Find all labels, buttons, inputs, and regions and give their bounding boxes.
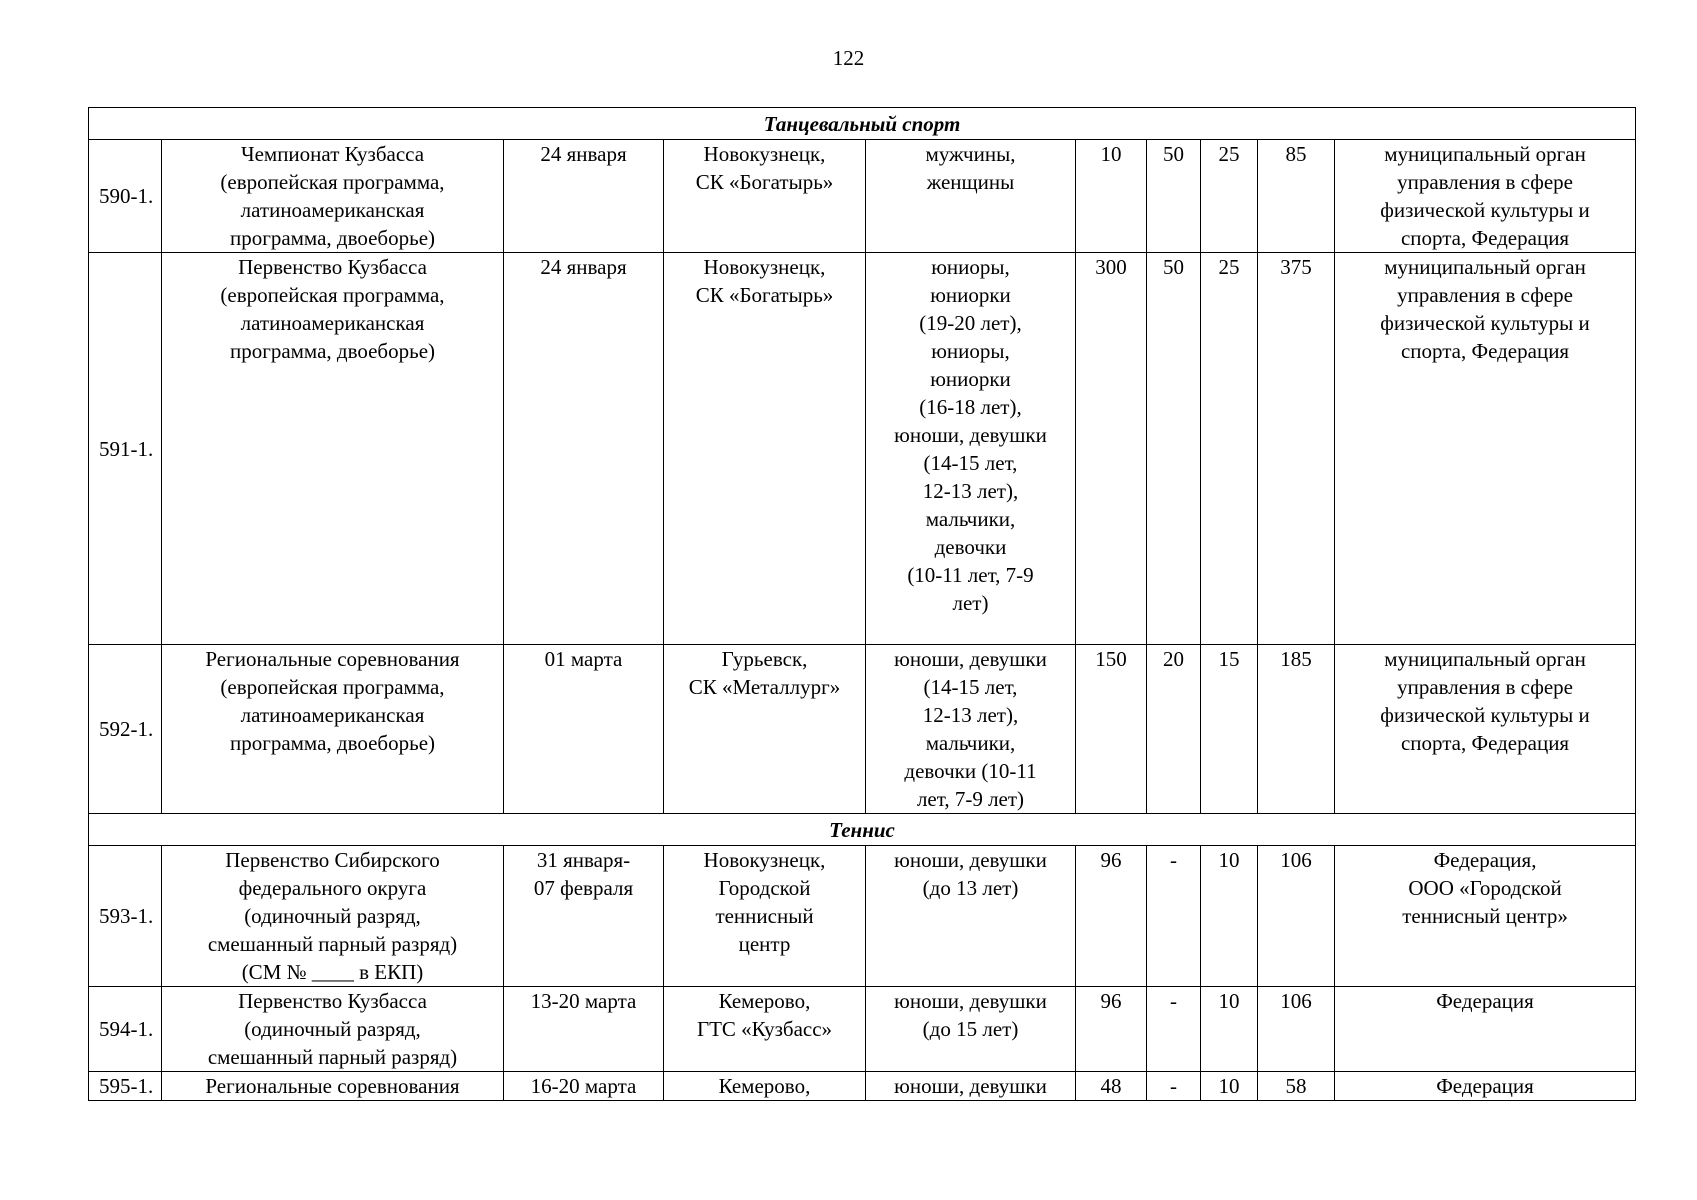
table-row bbox=[89, 140, 1636, 253]
table-row bbox=[89, 846, 1636, 987]
participant-count-1: 150 bbox=[1076, 645, 1147, 814]
participant-count-3: 15 bbox=[1201, 645, 1258, 814]
participant-count-2: - bbox=[1147, 1072, 1201, 1101]
event-number: 591-1. bbox=[89, 253, 162, 645]
participant-total: 85 bbox=[1258, 140, 1335, 253]
participant-total: 106 bbox=[1258, 987, 1335, 1072]
participant-count-3: 25 bbox=[1201, 140, 1258, 253]
participant-count-3: 25 bbox=[1201, 253, 1258, 645]
event-date: 13-20 марта bbox=[504, 987, 664, 1072]
table-row bbox=[89, 253, 1636, 645]
participant-count-3: 10 bbox=[1201, 987, 1258, 1072]
event-participants: юноши, девушки bbox=[866, 1072, 1076, 1101]
event-date: 01 марта bbox=[504, 645, 664, 814]
event-name: Региональные соревнования (европейская программа, латиноамериканская программа, двоеборье) bbox=[162, 645, 504, 814]
event-organizer: муниципальный орган управления в сфере физической культуры и спорта, Федерация bbox=[1335, 253, 1636, 645]
event-date: 24 января bbox=[504, 140, 664, 253]
section-header-row bbox=[89, 814, 1636, 846]
event-organizer: Федерация bbox=[1335, 987, 1636, 1072]
event-place: Новокузнецк, Городской теннисный центр bbox=[664, 846, 866, 987]
event-name: Первенство Сибирского федерального округа (одиночный разряд, смешанный парный разряд) (СМ № ____ в ЕКП) bbox=[162, 846, 504, 987]
event-participants: мужчины, женщины bbox=[866, 140, 1076, 253]
participant-count-1: 96 bbox=[1076, 987, 1147, 1072]
participant-count-1: 96 bbox=[1076, 846, 1147, 987]
section-title: Теннис bbox=[89, 814, 1636, 846]
event-organizer: муниципальный орган управления в сфере физической культуры и спорта, Федерация bbox=[1335, 140, 1636, 253]
participant-count-3: 10 bbox=[1201, 846, 1258, 987]
participant-count-2: 20 bbox=[1147, 645, 1201, 814]
event-name: Чемпионат Кузбасса (европейская программа, латиноамериканская программа, двоеборье) bbox=[162, 140, 504, 253]
participant-count-3: 10 bbox=[1201, 1072, 1258, 1101]
participant-total: 58 bbox=[1258, 1072, 1335, 1101]
event-date: 16-20 марта bbox=[504, 1072, 664, 1101]
event-name: Региональные соревнования bbox=[162, 1072, 504, 1101]
event-number: 593-1. bbox=[89, 846, 162, 987]
participant-total: 375 bbox=[1258, 253, 1335, 645]
event-participants: юниоры, юниорки (19-20 лет), юниоры, юниорки (16-18 лет), юноши, девушки (14-15 лет, 12-13 лет), мальчики, девочки (10-11 лет, 7-9 лет) bbox=[866, 253, 1076, 645]
participant-count-2: 50 bbox=[1147, 140, 1201, 253]
event-place: Новокузнецк, СК «Богатырь» bbox=[664, 253, 866, 645]
participant-total: 185 bbox=[1258, 645, 1335, 814]
participant-count-1: 48 bbox=[1076, 1072, 1147, 1101]
table-row bbox=[89, 645, 1636, 814]
event-place: Новокузнецк, СК «Богатырь» bbox=[664, 140, 866, 253]
page-number: 122 bbox=[832, 46, 865, 70]
event-place: Кемерово, bbox=[664, 1072, 866, 1101]
event-name: Первенство Кузбасса (европейская программа, латиноамериканская программа, двоеборье) bbox=[162, 253, 504, 645]
event-participants: юноши, девушки (14-15 лет, 12-13 лет), мальчики, девочки (10-11 лет, 7-9 лет) bbox=[866, 645, 1076, 814]
event-place: Кемерово, ГТС «Кузбасс» bbox=[664, 987, 866, 1072]
participant-count-2: - bbox=[1147, 846, 1201, 987]
event-number: 594-1. bbox=[89, 987, 162, 1072]
event-name: Первенство Кузбасса (одиночный разряд, смешанный парный разряд) bbox=[162, 987, 504, 1072]
event-date: 31 января- 07 февраля bbox=[504, 846, 664, 987]
participant-total: 106 bbox=[1258, 846, 1335, 987]
participant-count-2: - bbox=[1147, 987, 1201, 1072]
event-participants: юноши, девушки (до 13 лет) bbox=[866, 846, 1076, 987]
section-title: Танцевальный спорт bbox=[89, 108, 1636, 140]
event-number: 595-1. bbox=[89, 1072, 162, 1101]
participant-count-1: 300 bbox=[1076, 253, 1147, 645]
table-row bbox=[89, 987, 1636, 1072]
events-table bbox=[88, 107, 1636, 1101]
participant-count-2: 50 bbox=[1147, 253, 1201, 645]
event-organizer: Федерация bbox=[1335, 1072, 1636, 1101]
participant-count-1: 10 bbox=[1076, 140, 1147, 253]
event-number: 592-1. bbox=[89, 645, 162, 814]
event-number: 590-1. bbox=[89, 140, 162, 253]
section-header-row bbox=[89, 108, 1636, 140]
event-organizer: Федерация, ООО «Городской теннисный центр» bbox=[1335, 846, 1636, 987]
table-row bbox=[89, 1072, 1636, 1101]
event-organizer: муниципальный орган управления в сфере физической культуры и спорта, Федерация bbox=[1335, 645, 1636, 814]
event-participants: юноши, девушки (до 15 лет) bbox=[866, 987, 1076, 1072]
event-date: 24 января bbox=[504, 253, 664, 645]
event-place: Гурьевск, СК «Металлург» bbox=[664, 645, 866, 814]
